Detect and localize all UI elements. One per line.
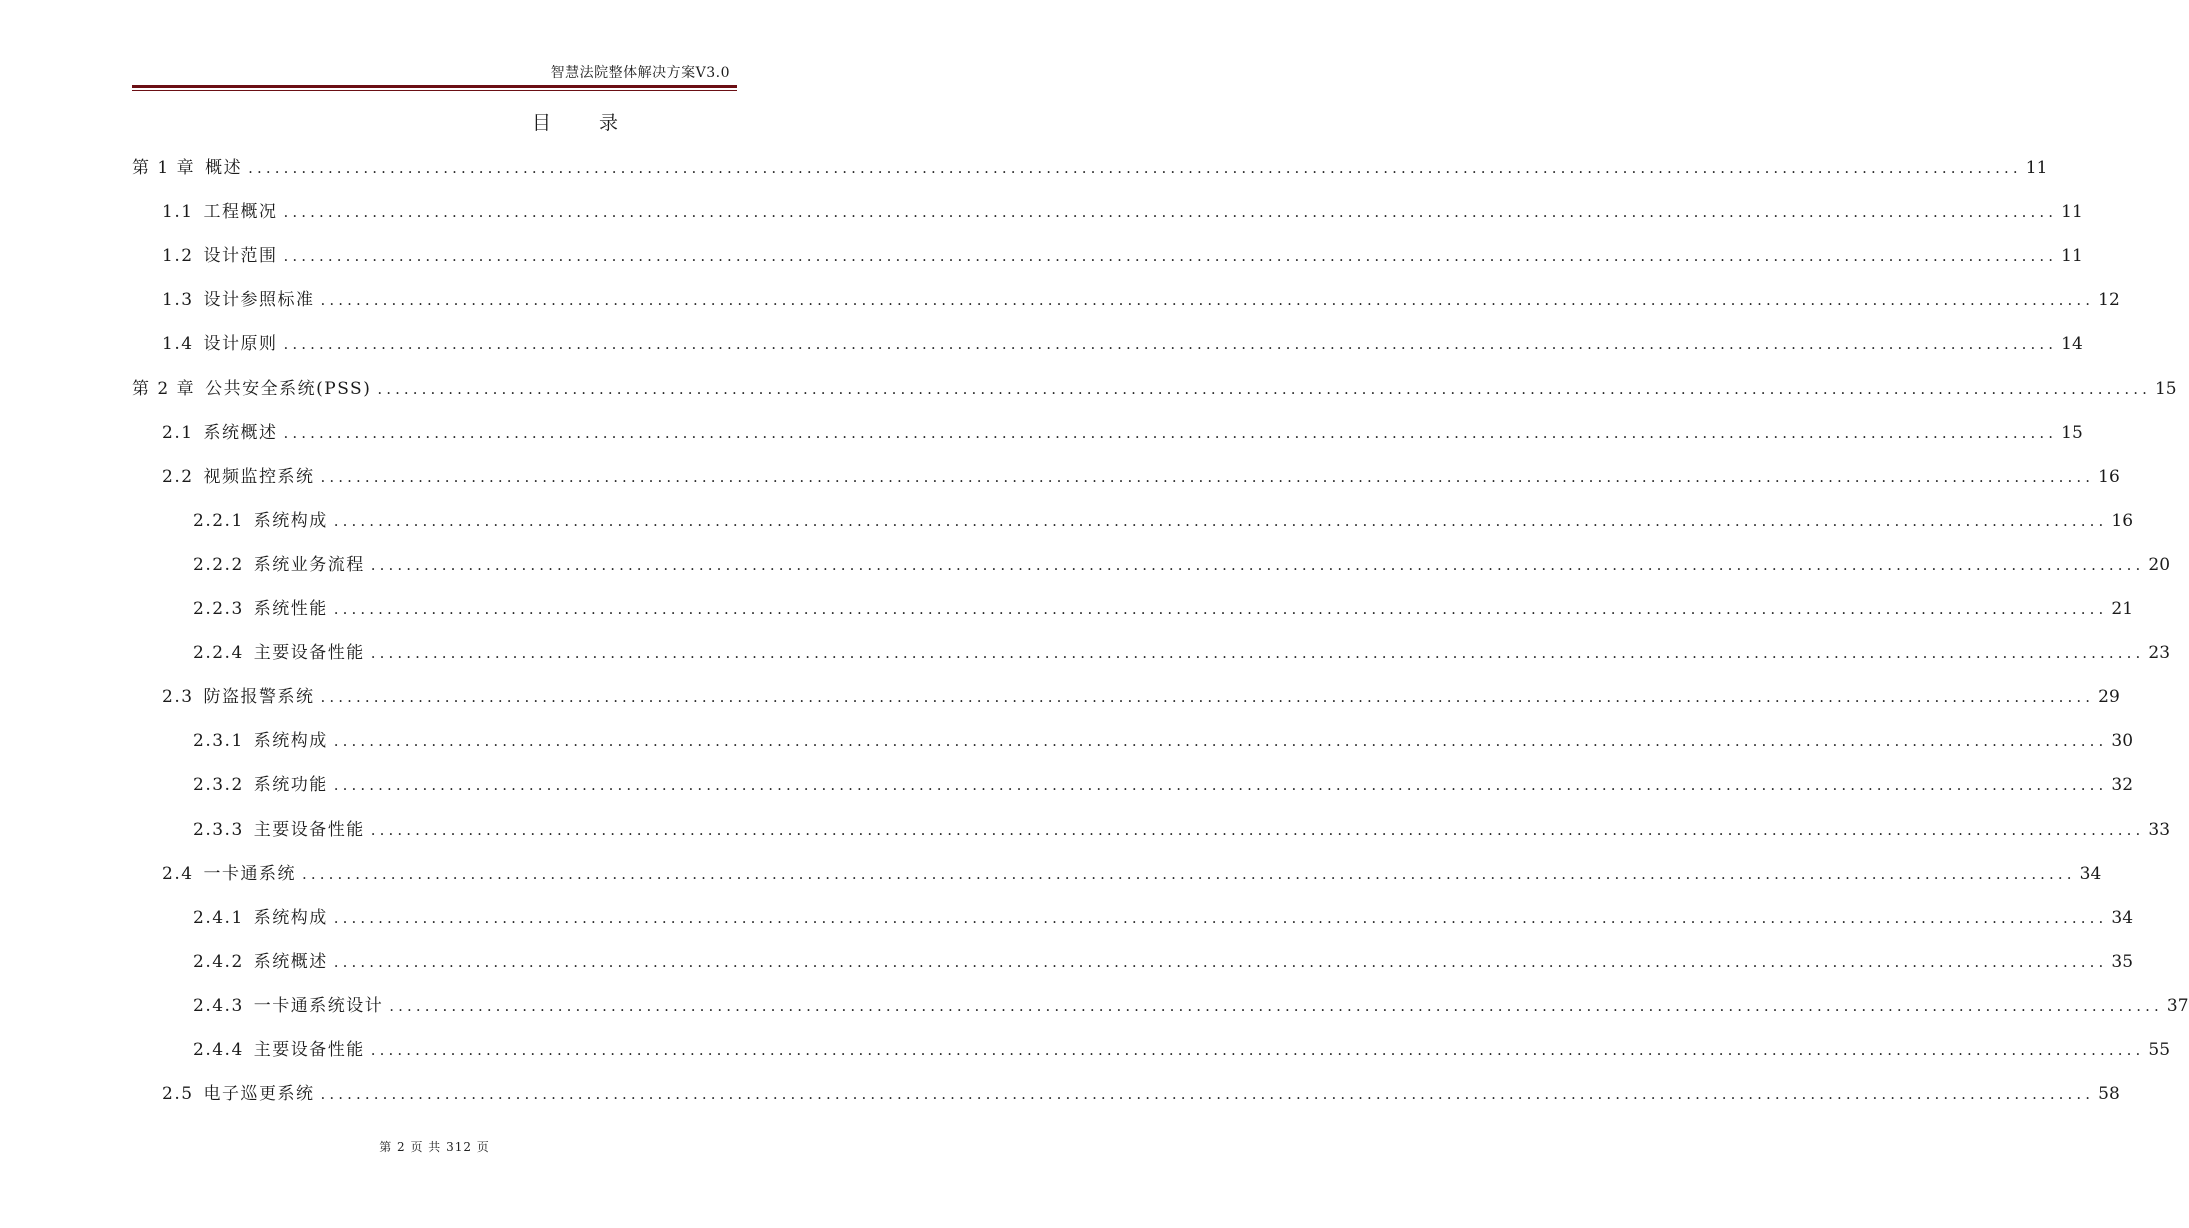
toc-leader-dots: ........................................................................................................................................................................................................ bbox=[377, 379, 2151, 398]
toc-leader-dots: ........................................................................................................................................................................................................ bbox=[370, 555, 2145, 574]
toc-entry-page: 11 bbox=[2061, 202, 2083, 223]
toc-entry-label: 电子巡更系统 bbox=[203, 1084, 315, 1105]
toc-entry-number: 2.3.1 bbox=[193, 731, 244, 752]
toc-leader-dots: ........................................................................................................................................................................................................ bbox=[283, 203, 2058, 222]
page-footer: 第 2 页 共 312 页 bbox=[379, 1140, 490, 1154]
toc-entry-page: 37 bbox=[2166, 995, 2189, 1016]
toc-entry-page: 35 bbox=[2111, 951, 2134, 972]
toc-leader-dots: ........................................................................................................................................................................................................ bbox=[283, 335, 2058, 354]
toc-entry-number: 2.2.2 bbox=[193, 554, 244, 575]
toc-entry-label: 公共安全系统(PSS) bbox=[205, 378, 372, 399]
toc-leader-dots: ........................................................................................................................................................................................................ bbox=[333, 600, 2108, 618]
toc-entry[interactable] bbox=[162, 464, 2120, 490]
toc-entry-label: 系统性能 bbox=[253, 599, 328, 619]
toc-leader-dots: ........................................................................................................................................................................................................ bbox=[370, 644, 2145, 663]
toc-entry-page: 33 bbox=[2148, 819, 2171, 840]
toc-entry[interactable] bbox=[162, 1081, 2120, 1107]
toc-entry[interactable] bbox=[193, 817, 2171, 843]
toc-entry-number: 2.2.4 bbox=[193, 643, 244, 664]
toc-leader-dots: ........................................................................................................................................................................................................ bbox=[302, 864, 2076, 883]
toc-entry-label: 系统业务流程 bbox=[253, 554, 365, 575]
toc-entry-number: 2.2.1 bbox=[193, 510, 244, 531]
toc-entry[interactable] bbox=[193, 1037, 2171, 1063]
toc-entry-label: 系统概述 bbox=[203, 422, 278, 443]
toc-entry-number: 2.4.4 bbox=[193, 1040, 244, 1060]
toc-entry[interactable] bbox=[193, 596, 2134, 622]
toc-entry[interactable] bbox=[162, 331, 2083, 357]
toc-entry-number: 2.4 bbox=[162, 863, 194, 884]
toc-leader-dots: ........................................................................................................................................................................................................ bbox=[333, 776, 2108, 795]
toc-leader-dots: ........................................................................................................................................................................................................ bbox=[248, 159, 2022, 177]
toc-entry[interactable] bbox=[132, 155, 2048, 181]
toc-entry-label: 工程概况 bbox=[203, 202, 278, 223]
toc-entry-number: 2.4.1 bbox=[193, 907, 244, 928]
toc-entry-label: 防盗报警系统 bbox=[203, 687, 315, 708]
toc-entry-label: 系统概述 bbox=[253, 951, 328, 972]
toc-leader-dots: ........................................................................................................................................................................................................ bbox=[370, 820, 2145, 839]
toc-entry[interactable] bbox=[162, 420, 2083, 446]
toc-leader-dots: ........................................................................................................................................................................................................ bbox=[283, 423, 2058, 442]
toc-entry[interactable] bbox=[193, 728, 2134, 754]
toc-entry-page: 58 bbox=[2098, 1084, 2120, 1105]
toc-entry-label: 概述 bbox=[205, 158, 243, 178]
toc-entry-label: 设计参照标准 bbox=[203, 290, 315, 311]
toc-entry-label: 系统功能 bbox=[253, 775, 328, 796]
toc-entry-page: 12 bbox=[2098, 290, 2120, 311]
toc-leader-dots: ........................................................................................................................................................................................................ bbox=[333, 952, 2108, 971]
toc-leader-dots: ........................................................................................................................................................................................................ bbox=[320, 688, 2095, 707]
toc-leader-dots: ........................................................................................................................................................................................................ bbox=[320, 1085, 2095, 1104]
toc-leader-dots: ........................................................................................................................................................................................................ bbox=[333, 732, 2108, 751]
toc-entry-number: 1.1 bbox=[162, 202, 194, 223]
toc-entry[interactable] bbox=[162, 199, 2083, 225]
toc-entry-number: 1.4 bbox=[162, 334, 194, 355]
toc-entry-number: 2.5 bbox=[162, 1084, 194, 1105]
toc-entry-page: 29 bbox=[2098, 687, 2120, 708]
toc-entry[interactable] bbox=[132, 376, 2177, 402]
toc-entry-page: 16 bbox=[2111, 510, 2134, 531]
toc-leader-dots: ........................................................................................................................................................................................................ bbox=[389, 996, 2163, 1015]
toc-entry-page: 21 bbox=[2111, 599, 2134, 619]
toc-entry-page: 15 bbox=[2061, 422, 2083, 443]
toc-entry-number: 2.3.2 bbox=[193, 775, 244, 796]
toc-entry-number: 2.4.3 bbox=[193, 995, 244, 1016]
toc-entry-number: 1.3 bbox=[162, 290, 194, 311]
toc-entry-label: 一卡通系统设计 bbox=[253, 995, 384, 1016]
toc-entry[interactable] bbox=[162, 243, 2083, 269]
toc-leader-dots: ........................................................................................................................................................................................................ bbox=[333, 511, 2108, 530]
toc-entry-page: 16 bbox=[2098, 466, 2120, 487]
toc-entry-label: 主要设备性能 bbox=[253, 643, 365, 664]
toc-entry-page: 30 bbox=[2111, 731, 2134, 752]
toc-entry-label: 视频监控系统 bbox=[203, 466, 315, 487]
toc-entry[interactable] bbox=[193, 949, 2134, 975]
toc-heading: 目录 bbox=[532, 112, 667, 134]
toc-entry-page: 20 bbox=[2148, 554, 2171, 575]
toc-entry-label: 系统构成 bbox=[253, 907, 328, 928]
toc-entry[interactable] bbox=[193, 640, 2171, 666]
toc-entry-page: 32 bbox=[2111, 775, 2134, 796]
toc-entry-page: 15 bbox=[2154, 378, 2177, 399]
toc-leader-dots: ........................................................................................................................................................................................................ bbox=[320, 467, 2095, 486]
toc-leader-dots: ........................................................................................................................................................................................................ bbox=[370, 1041, 2145, 1059]
toc-entry-page: 34 bbox=[2111, 907, 2134, 928]
toc-entry-number: 2.2.3 bbox=[193, 599, 244, 619]
toc-entry[interactable] bbox=[193, 993, 2189, 1019]
toc-entry-label: 系统构成 bbox=[253, 510, 328, 531]
toc-entry[interactable] bbox=[193, 905, 2134, 931]
toc-entry[interactable] bbox=[162, 684, 2120, 710]
toc-entry-label: 设计原则 bbox=[203, 334, 278, 355]
toc-entry-page: 34 bbox=[2079, 863, 2102, 884]
toc-entry-page: 55 bbox=[2148, 1040, 2171, 1060]
toc-entry-number: 2.3.3 bbox=[193, 819, 244, 840]
toc-entry[interactable] bbox=[162, 861, 2102, 887]
toc-entry-page: 11 bbox=[2025, 158, 2048, 178]
toc-entry[interactable] bbox=[193, 552, 2171, 578]
page-header-title: 智慧法院整体解决方案V3.0 bbox=[550, 65, 730, 81]
toc-entry-number: 2.3 bbox=[162, 687, 194, 708]
toc-entry-number: 1.2 bbox=[162, 246, 194, 267]
toc-entry-number: 2.4.2 bbox=[193, 951, 244, 972]
toc-entry-label: 一卡通系统 bbox=[203, 863, 297, 884]
toc-entry-label: 主要设备性能 bbox=[253, 819, 365, 840]
toc-entry-label: 系统构成 bbox=[253, 731, 328, 752]
toc-entry-page: 23 bbox=[2148, 643, 2171, 664]
toc-entry-page: 14 bbox=[2061, 334, 2083, 355]
toc-entry-number: 2.1 bbox=[162, 422, 194, 443]
toc-leader-dots: ........................................................................................................................................................................................................ bbox=[320, 291, 2095, 310]
toc-entry[interactable] bbox=[162, 287, 2120, 313]
toc-entry-label: 设计范围 bbox=[203, 246, 278, 267]
toc-entry-label: 主要设备性能 bbox=[253, 1040, 365, 1060]
toc-entry[interactable] bbox=[193, 508, 2134, 534]
toc-entry-number: 第 1 章 bbox=[132, 158, 196, 178]
toc-entry-number: 2.2 bbox=[162, 466, 194, 487]
toc-entry-page: 11 bbox=[2061, 246, 2083, 267]
toc-entry-number: 第 2 章 bbox=[132, 378, 196, 399]
toc-leader-dots: ........................................................................................................................................................................................................ bbox=[333, 908, 2108, 927]
toc-entry[interactable] bbox=[193, 772, 2134, 798]
toc-leader-dots: ........................................................................................................................................................................................................ bbox=[283, 247, 2058, 266]
